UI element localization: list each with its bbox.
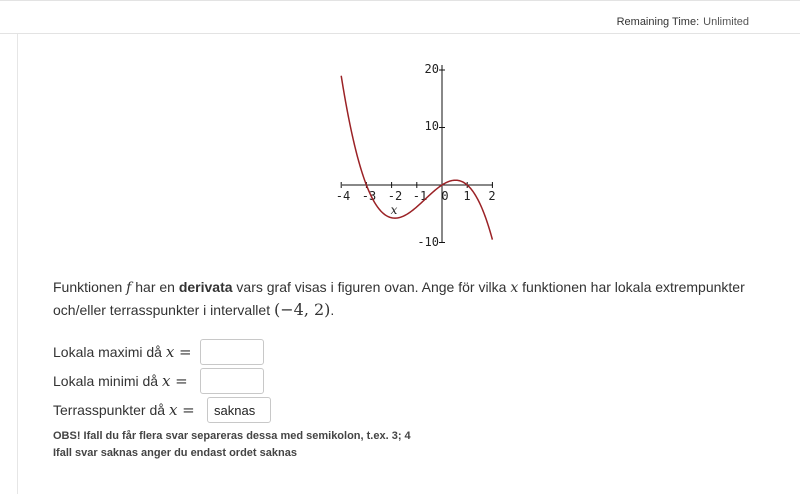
math-x: x	[510, 280, 519, 296]
y-tick-label: -10	[417, 235, 439, 249]
maxima-label-text: Lokala maximi då	[53, 344, 166, 360]
x-tick-label: -4	[335, 189, 351, 203]
x-tick-label: 1	[463, 189, 471, 203]
minima-label-text: Lokala minimi då	[53, 373, 162, 389]
maxima-label	[53, 343, 192, 361]
derivative-graph	[300, 56, 510, 252]
remaining-time-value: Unlimited	[703, 16, 749, 28]
maxima-input[interactable]	[200, 339, 264, 365]
remaining-time-label: Remaining Time:	[616, 16, 700, 28]
minima-label	[53, 372, 188, 390]
x-tick-label: -3	[361, 189, 377, 203]
terrace-input[interactable]	[207, 397, 271, 423]
note-saknas: Ifall svar saknas anger du endast ordet saknas	[53, 447, 297, 459]
question-part: har en	[131, 279, 179, 295]
terrace-label	[53, 401, 195, 419]
x-tick-label: -1	[412, 189, 428, 203]
x-axis-label: x	[390, 203, 398, 217]
question-bold: derivata	[178, 279, 233, 295]
question-part: vars graf visas i figuren ovan. Ange för vilka	[232, 279, 511, 295]
math-f: f	[126, 280, 132, 296]
terrace-var: x =	[168, 401, 195, 419]
x-tick-label: -2	[387, 189, 403, 203]
maxima-var: x =	[165, 343, 192, 361]
minima-var: x =	[161, 372, 188, 390]
math-interval: (−4, 2)	[274, 300, 331, 319]
y-tick-label: 20	[424, 62, 439, 76]
minima-input[interactable]	[200, 368, 264, 394]
top-bar	[0, 0, 800, 34]
y-tick-label: 10	[424, 119, 439, 133]
note-semicolon: OBS! Ifall du får flera svar separeras dessa med semikolon, t.ex. 3; 4	[53, 430, 411, 442]
remaining-time	[617, 16, 749, 28]
x-tick-label: 2	[488, 189, 496, 203]
question-text	[53, 277, 763, 321]
x-tick-label: 0	[441, 189, 449, 203]
question-part: .	[330, 302, 335, 318]
derivative-curve	[341, 76, 492, 240]
question-part: funktionen har lokala extrempunkter och/eller terrasspunkter i intervallet	[53, 279, 745, 318]
terrace-label-text: Terrasspunkter då	[53, 402, 169, 418]
question-part: Funktionen	[53, 279, 127, 295]
content-left-border	[17, 34, 18, 494]
